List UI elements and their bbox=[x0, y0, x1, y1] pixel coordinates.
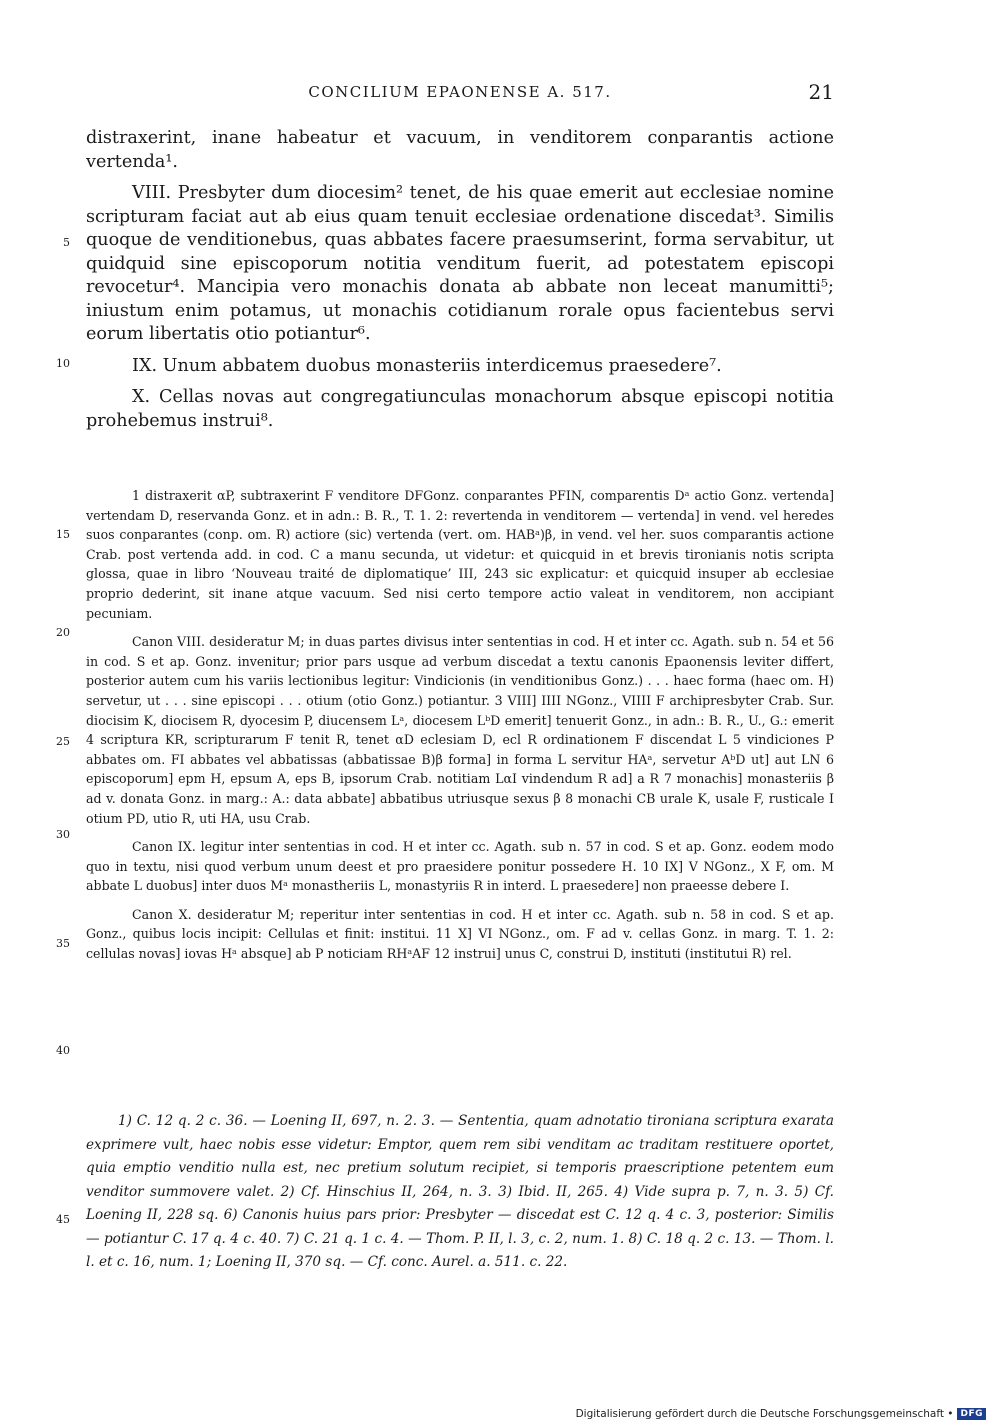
line-number: 5 bbox=[63, 236, 70, 249]
apparatus-note: 1 distraxerit αP, subtraxerint F venditore DFGonz. conparantes PFIN, comparentis Dᵃ actio Gonz. vertenda] vertendam D, reservanda Gonz. et in adn.: B. R., T. 1. 2: revertenda in venditorem — vertenda] in vend. vel heredes suos conparantes (conp. om. R) actiore (sic) vertenda (vert. om. HABᵃ)β, in vend. vel her. suos comparantis actione Crab. post vertenda add. in cod. C a manu secunda, ut videtur: et quicquid in et brevis tironianis notis scripta glossa, quae in libro ‘Nouveau traité de diplomatique’ III, 243 sic explicatur: et quicquid insuper ab ecclesiae proprio dederint, sit inane atque vacuum. Sed nisi certo tempore actio valeat in venditorem, non accipiant pecuniam. bbox=[86, 488, 834, 621]
digitization-credit bbox=[576, 1408, 986, 1420]
canon-x: X. Cellas novas aut congregatiunculas monachorum absque episcopi notitia prohebemus instrui⁸. bbox=[86, 387, 834, 431]
line-number: 20 bbox=[56, 626, 70, 639]
line-number: 10 bbox=[56, 357, 70, 370]
canon-ix: IX. Unum abbatem duobus monasteriis interdicemus praesedere⁷. bbox=[132, 355, 722, 376]
main-text bbox=[86, 127, 834, 433]
running-title: CONCILIUM EPAONENSE A. 517. bbox=[308, 83, 612, 101]
line-number: 30 bbox=[56, 828, 70, 841]
line-number: 15 bbox=[56, 528, 70, 541]
line-number: 45 bbox=[56, 1213, 70, 1226]
credit-text: Digitalisierung gefördert durch die Deutsche Forschungsgemeinschaft • bbox=[575, 1408, 954, 1420]
dfg-logo: DFG bbox=[957, 1408, 986, 1420]
page-number: 21 bbox=[808, 80, 834, 104]
canon-viii: VIII. Presbyter dum diocesim² tenet, de his quae emerit aut ecclesiae nomine scripturam faciat aut ab eius quam tenuit ecclesiae ordenatione discedat³. Similis quoque de venditionebus, quas abbates facere praesumserint, forma servabitur, ut quidquid sine episcoporum notitia venditum fuerit, ad potestatem episcopi revocetur⁴. Mancipia vero monachis donata ab abbate non leceat manumitti⁵; iniustum enim potamus, ut monachis cotidianum rorale opus facientebus servi eorum libertatis otio potiantur⁶. bbox=[86, 183, 834, 344]
line-number: 25 bbox=[56, 735, 70, 748]
running-header bbox=[86, 80, 834, 104]
apparatus-note: Canon IX. legitur inter sententias in cod. H et inter cc. Agath. sub n. 57 in cod. S et ap. Gonz. eodem modo quo in textu, nisi quod verbum unum deest et pro praesidere ponitur possedere H. 10 IX] V NGonz., X F, om. M abbate L duobus] inter duos Mᵃ monastheriis L, monastyriis R in interd. L praesedere] non praeesse debere I. bbox=[86, 839, 834, 894]
footnote-block: 1) C. 12 q. 2 c. 36. — Loening II, 697, n. 2. 3. — Sententia, quam adnotatio tironiana scriptura exarata exprimere vult, haec nobis esse videtur: Emptor, quem rem sibi venditam ac traditam restituere oportet, quia emptio venditio nulla est, nec pretium solutum recipiet, si temporis praescriptione petentem eum venditor summovere valet. 2) Cf. Hinschius II, 264, n. 3. 3) Ibid. II, 265. 4) Vide supra p. 7, n. 3. 5) Cf. Loening II, 228 sq. 6) Canonis huius pars prior: Presbyter — discedat est C. 12 q. 4 c. 3, posterior: Similis — potiantur C. 17 q. 4 c. 40. 7) C. 21 q. 1 c. 4. — Thom. P. II, l. 3, c. 2, num. 1. 8) C. 18 q. 2 c. 13. — Thom. l. l. et c. 16, num. 1; Loening II, 370 sq. — Cf. conc. Aurel. a. 511. c. 22. bbox=[86, 1113, 834, 1270]
paragraph-continuation: distraxerint, inane habeatur et vacuum, in venditorem conparantis actione vertenda¹. bbox=[86, 128, 834, 172]
footnotes bbox=[86, 1110, 834, 1275]
line-number: 35 bbox=[56, 937, 70, 950]
apparatus-note: Canon VIII. desideratur M; in duas partes divisus inter sententias in cod. H et inter cc. Agath. sub n. 54 et 56 in cod. S et ap. Gonz. invenitur; prior pars usque ad verbum discedat a textu canonis Epaonensis leviter differt, posterior autem cum his variis lectionibus legitur: Vindicionis (in venditionibus Gonz.) . . . haec forma (haec om. H) servetur, ut . . . sine episcopi . . . otium (otio Gonz.) potiantur. 3 VIII] IIII NGonz., VIIII F archipresbyter Crab. Sur. diocisim K, diocisem R, dyocesim P, diucensem Lᵃ, diocesem LᵇD emerit] tenuerit Gonz., in adn.: B. R., U., G.: emerit 4 scriptura KR, scripturarum F tenit R, tenet αD eclesiam D, ecl R ordinationem F discendat L 5 vindiciones P abbates om. FI abbates vel abbatissas (abbatissae B)β forma] in forma L servitur HAᵃ, servetur AᵇD ut] aut LN 6 episcoporum] epm H, epsum A, eps B, ipsorum Crab. notitiam LαI vindendum R ad] a R 7 monachis] monasteriis β ad v. donata Gonz. in marg.: A.: data abbate] abbatibus utriusque sexus β 8 monachi CB urale K, usale F, rusticale I otium PD, utio R, uti HA, usu Crab. bbox=[86, 634, 834, 826]
apparatus-note: Canon X. desideratur M; reperitur inter sententias in cod. H et inter cc. Agath. sub n. 58 in cod. S et ap. Gonz., quibus locis incipit: Cellulas et finit: institui. 11 X] VI NGonz., om. F ad v. cellas Gonz. in marg. T. 1. 2: cellulas novas] iovas Hᵃ absque] ab P noticiam RHᵃAF 12 instrui] unus C, construi D, instituti (institutui R) rel. bbox=[86, 906, 834, 962]
line-number: 40 bbox=[56, 1044, 70, 1057]
critical-apparatus bbox=[86, 486, 834, 973]
